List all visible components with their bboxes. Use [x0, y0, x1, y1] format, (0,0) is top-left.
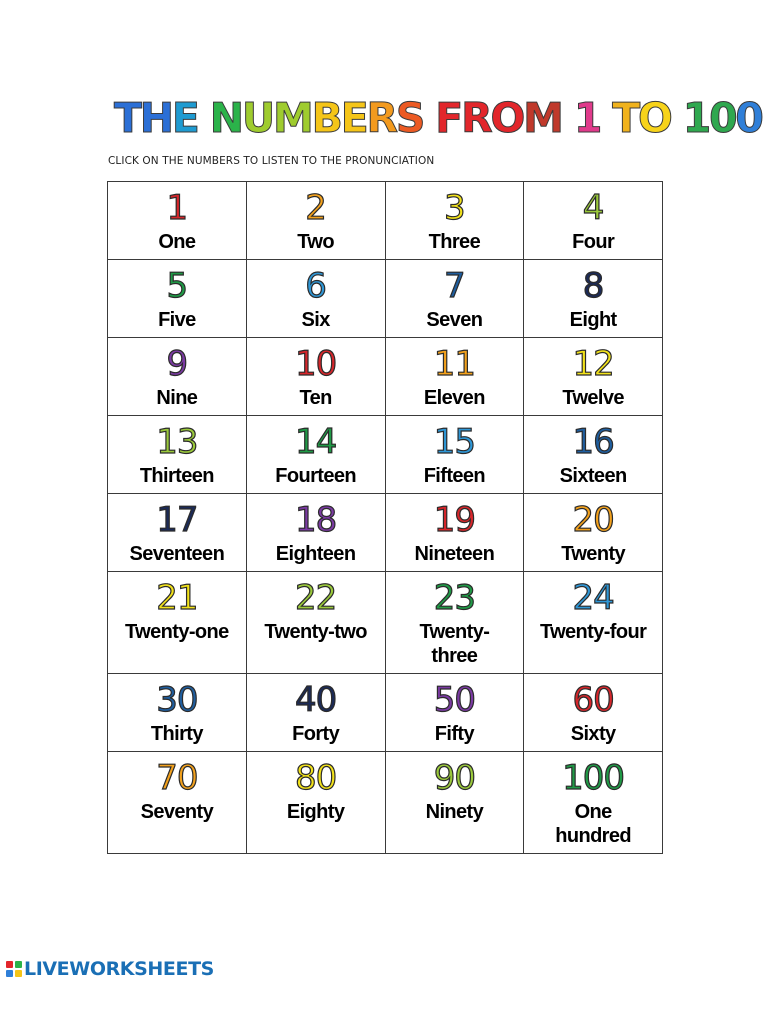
number-word: Twenty-four — [539, 621, 647, 643]
grid-row — [108, 260, 663, 338]
number-word: Two — [297, 231, 334, 253]
number-word: Fifteen — [423, 465, 486, 487]
title-letter: R — [366, 94, 396, 142]
number-word: Seven — [426, 309, 483, 331]
title-letter: 0 — [709, 94, 736, 142]
title-letter: R — [461, 94, 491, 142]
number-word: Twenty — [561, 543, 626, 565]
number-word: Thirty — [150, 723, 203, 745]
number-digit[interactable]: 60 — [572, 680, 614, 720]
number-word: Thirteen — [139, 465, 214, 487]
number-word: Seventeen — [129, 543, 225, 565]
number-digit[interactable]: 70 — [156, 758, 198, 798]
number-cell[interactable] — [524, 752, 663, 854]
grid-row — [108, 416, 663, 494]
number-word: Fourteen — [275, 465, 356, 487]
number-digit[interactable]: 30 — [156, 680, 198, 720]
title-letter: E — [171, 94, 198, 142]
number-digit[interactable]: 13 — [156, 422, 198, 462]
title-letter — [600, 94, 612, 142]
grid-row — [108, 338, 663, 416]
number-cell[interactable] — [108, 416, 247, 494]
number-cell[interactable] — [246, 572, 385, 674]
grid-row — [108, 182, 663, 260]
footer — [6, 958, 214, 980]
title-letter — [423, 94, 435, 142]
number-word: Seventy — [140, 801, 214, 823]
number-digit[interactable]: 20 — [572, 500, 614, 540]
number-word: Forty — [292, 723, 340, 745]
number-digit[interactable]: 1 — [166, 188, 188, 228]
title-letter: H — [139, 94, 172, 142]
title-letter: O — [638, 94, 671, 142]
number-cell[interactable] — [246, 338, 385, 416]
title-letter — [198, 94, 210, 142]
title-letter: M — [523, 94, 562, 142]
number-cell[interactable] — [385, 572, 524, 674]
grid-row — [108, 752, 663, 854]
number-cell[interactable] — [524, 338, 663, 416]
number-digit[interactable]: 90 — [433, 758, 475, 798]
number-digit[interactable]: 21 — [156, 578, 198, 618]
number-word: Eighty — [286, 801, 345, 823]
number-digit[interactable]: 40 — [294, 680, 337, 720]
title-letter: 0 — [735, 94, 762, 142]
number-cell[interactable] — [246, 674, 385, 752]
grid-row — [108, 494, 663, 572]
logo-square — [6, 961, 13, 968]
grid-row — [108, 572, 663, 674]
number-cell[interactable] — [108, 674, 247, 752]
number-word: One hundred — [555, 801, 632, 847]
number-cell[interactable] — [385, 494, 524, 572]
number-digit[interactable]: 19 — [433, 500, 475, 540]
number-digit[interactable]: 9 — [166, 344, 188, 384]
number-cell[interactable] — [385, 674, 524, 752]
title-letter: E — [340, 94, 367, 142]
number-digit[interactable]: 23 — [433, 578, 475, 618]
number-word: Fifty — [434, 723, 474, 745]
title-letter — [562, 94, 574, 142]
number-cell[interactable] — [385, 260, 524, 338]
number-cell[interactable] — [524, 494, 663, 572]
number-digit[interactable]: 15 — [433, 422, 475, 462]
number-cell[interactable] — [108, 338, 247, 416]
number-word: Sixteen — [559, 465, 627, 487]
title-letter: U — [241, 94, 274, 142]
title-letter: 1 — [682, 94, 710, 142]
number-word: Twenty-two — [264, 621, 367, 643]
number-digit[interactable]: 8 — [582, 266, 604, 306]
number-word: Three — [428, 231, 481, 253]
number-digit[interactable]: 14 — [294, 422, 337, 462]
number-digit[interactable]: 11 — [433, 344, 475, 384]
number-cell[interactable] — [385, 416, 524, 494]
number-digit[interactable]: 6 — [305, 266, 326, 306]
instruction-text: CLICK ON THE NUMBERS TO LISTEN TO THE PRONUNCIATION — [108, 155, 435, 167]
title-letter: N — [209, 94, 242, 142]
number-cell[interactable] — [385, 752, 524, 854]
number-word: Four — [572, 231, 615, 253]
number-digit[interactable]: 22 — [294, 578, 337, 618]
number-word: Five — [158, 309, 196, 331]
number-word: Eighteen — [275, 543, 356, 565]
number-word: Twelve — [562, 387, 624, 409]
title-letter: F — [435, 94, 462, 142]
liveworksheets-logo-icon — [6, 961, 22, 977]
number-digit[interactable]: 80 — [294, 758, 337, 798]
number-cell[interactable] — [524, 182, 663, 260]
logo-square — [6, 970, 13, 977]
brand-name: LIVEWORKSHEETS — [24, 958, 214, 980]
logo-square — [15, 961, 22, 968]
number-word: Nineteen — [414, 543, 495, 565]
number-cell[interactable] — [108, 752, 247, 854]
number-digit[interactable]: 18 — [294, 500, 337, 540]
number-cell[interactable] — [108, 494, 247, 572]
number-cell[interactable] — [524, 416, 663, 494]
title-letter: M — [273, 94, 312, 142]
number-cell[interactable] — [385, 338, 524, 416]
number-cell[interactable] — [524, 260, 663, 338]
number-digit[interactable]: 50 — [433, 680, 475, 720]
number-word: Twenty-one — [125, 621, 229, 643]
number-cell[interactable] — [108, 572, 247, 674]
number-digit[interactable]: 2 — [305, 188, 326, 228]
number-digit[interactable]: 3 — [444, 188, 465, 228]
number-word: One — [158, 231, 196, 253]
title-letter: O — [490, 94, 524, 142]
grid-row — [108, 674, 663, 752]
number-digit[interactable]: 24 — [572, 578, 614, 618]
number-word: Ninety — [425, 801, 484, 823]
title-letter: B — [311, 94, 341, 142]
number-cell[interactable] — [108, 182, 247, 260]
number-cell[interactable] — [246, 260, 385, 338]
title-letter: T — [114, 94, 140, 142]
number-cell[interactable] — [246, 416, 385, 494]
number-word: Twenty- three — [419, 621, 490, 667]
number-digit[interactable]: 17 — [156, 500, 198, 540]
number-word: Six — [301, 309, 330, 331]
number-digit[interactable]: 4 — [582, 188, 604, 228]
number-cell[interactable] — [246, 752, 385, 854]
number-word: Sixty — [570, 723, 616, 745]
numbers-grid — [107, 181, 663, 854]
page-title — [114, 90, 762, 146]
number-cell[interactable] — [524, 674, 663, 752]
number-word: Nine — [156, 387, 198, 409]
number-word: Eleven — [423, 387, 485, 409]
number-cell[interactable] — [246, 182, 385, 260]
title-letter — [671, 94, 683, 142]
number-digit[interactable]: 100 — [562, 758, 625, 798]
number-digit[interactable]: 12 — [572, 344, 614, 384]
number-digit[interactable]: 16 — [572, 422, 614, 462]
number-cell[interactable] — [108, 260, 247, 338]
title-letter: T — [612, 94, 639, 142]
title-letter: 1 — [573, 94, 601, 142]
logo-square — [15, 970, 22, 977]
number-cell[interactable] — [385, 182, 524, 260]
number-digit[interactable]: 7 — [444, 266, 465, 306]
number-word: Eight — [569, 309, 617, 331]
number-digit[interactable]: 5 — [166, 266, 188, 306]
number-cell[interactable] — [246, 494, 385, 572]
number-digit[interactable]: 10 — [294, 344, 337, 384]
number-word: Ten — [299, 387, 332, 409]
title-letter: S — [395, 94, 424, 142]
number-cell[interactable] — [524, 572, 663, 674]
